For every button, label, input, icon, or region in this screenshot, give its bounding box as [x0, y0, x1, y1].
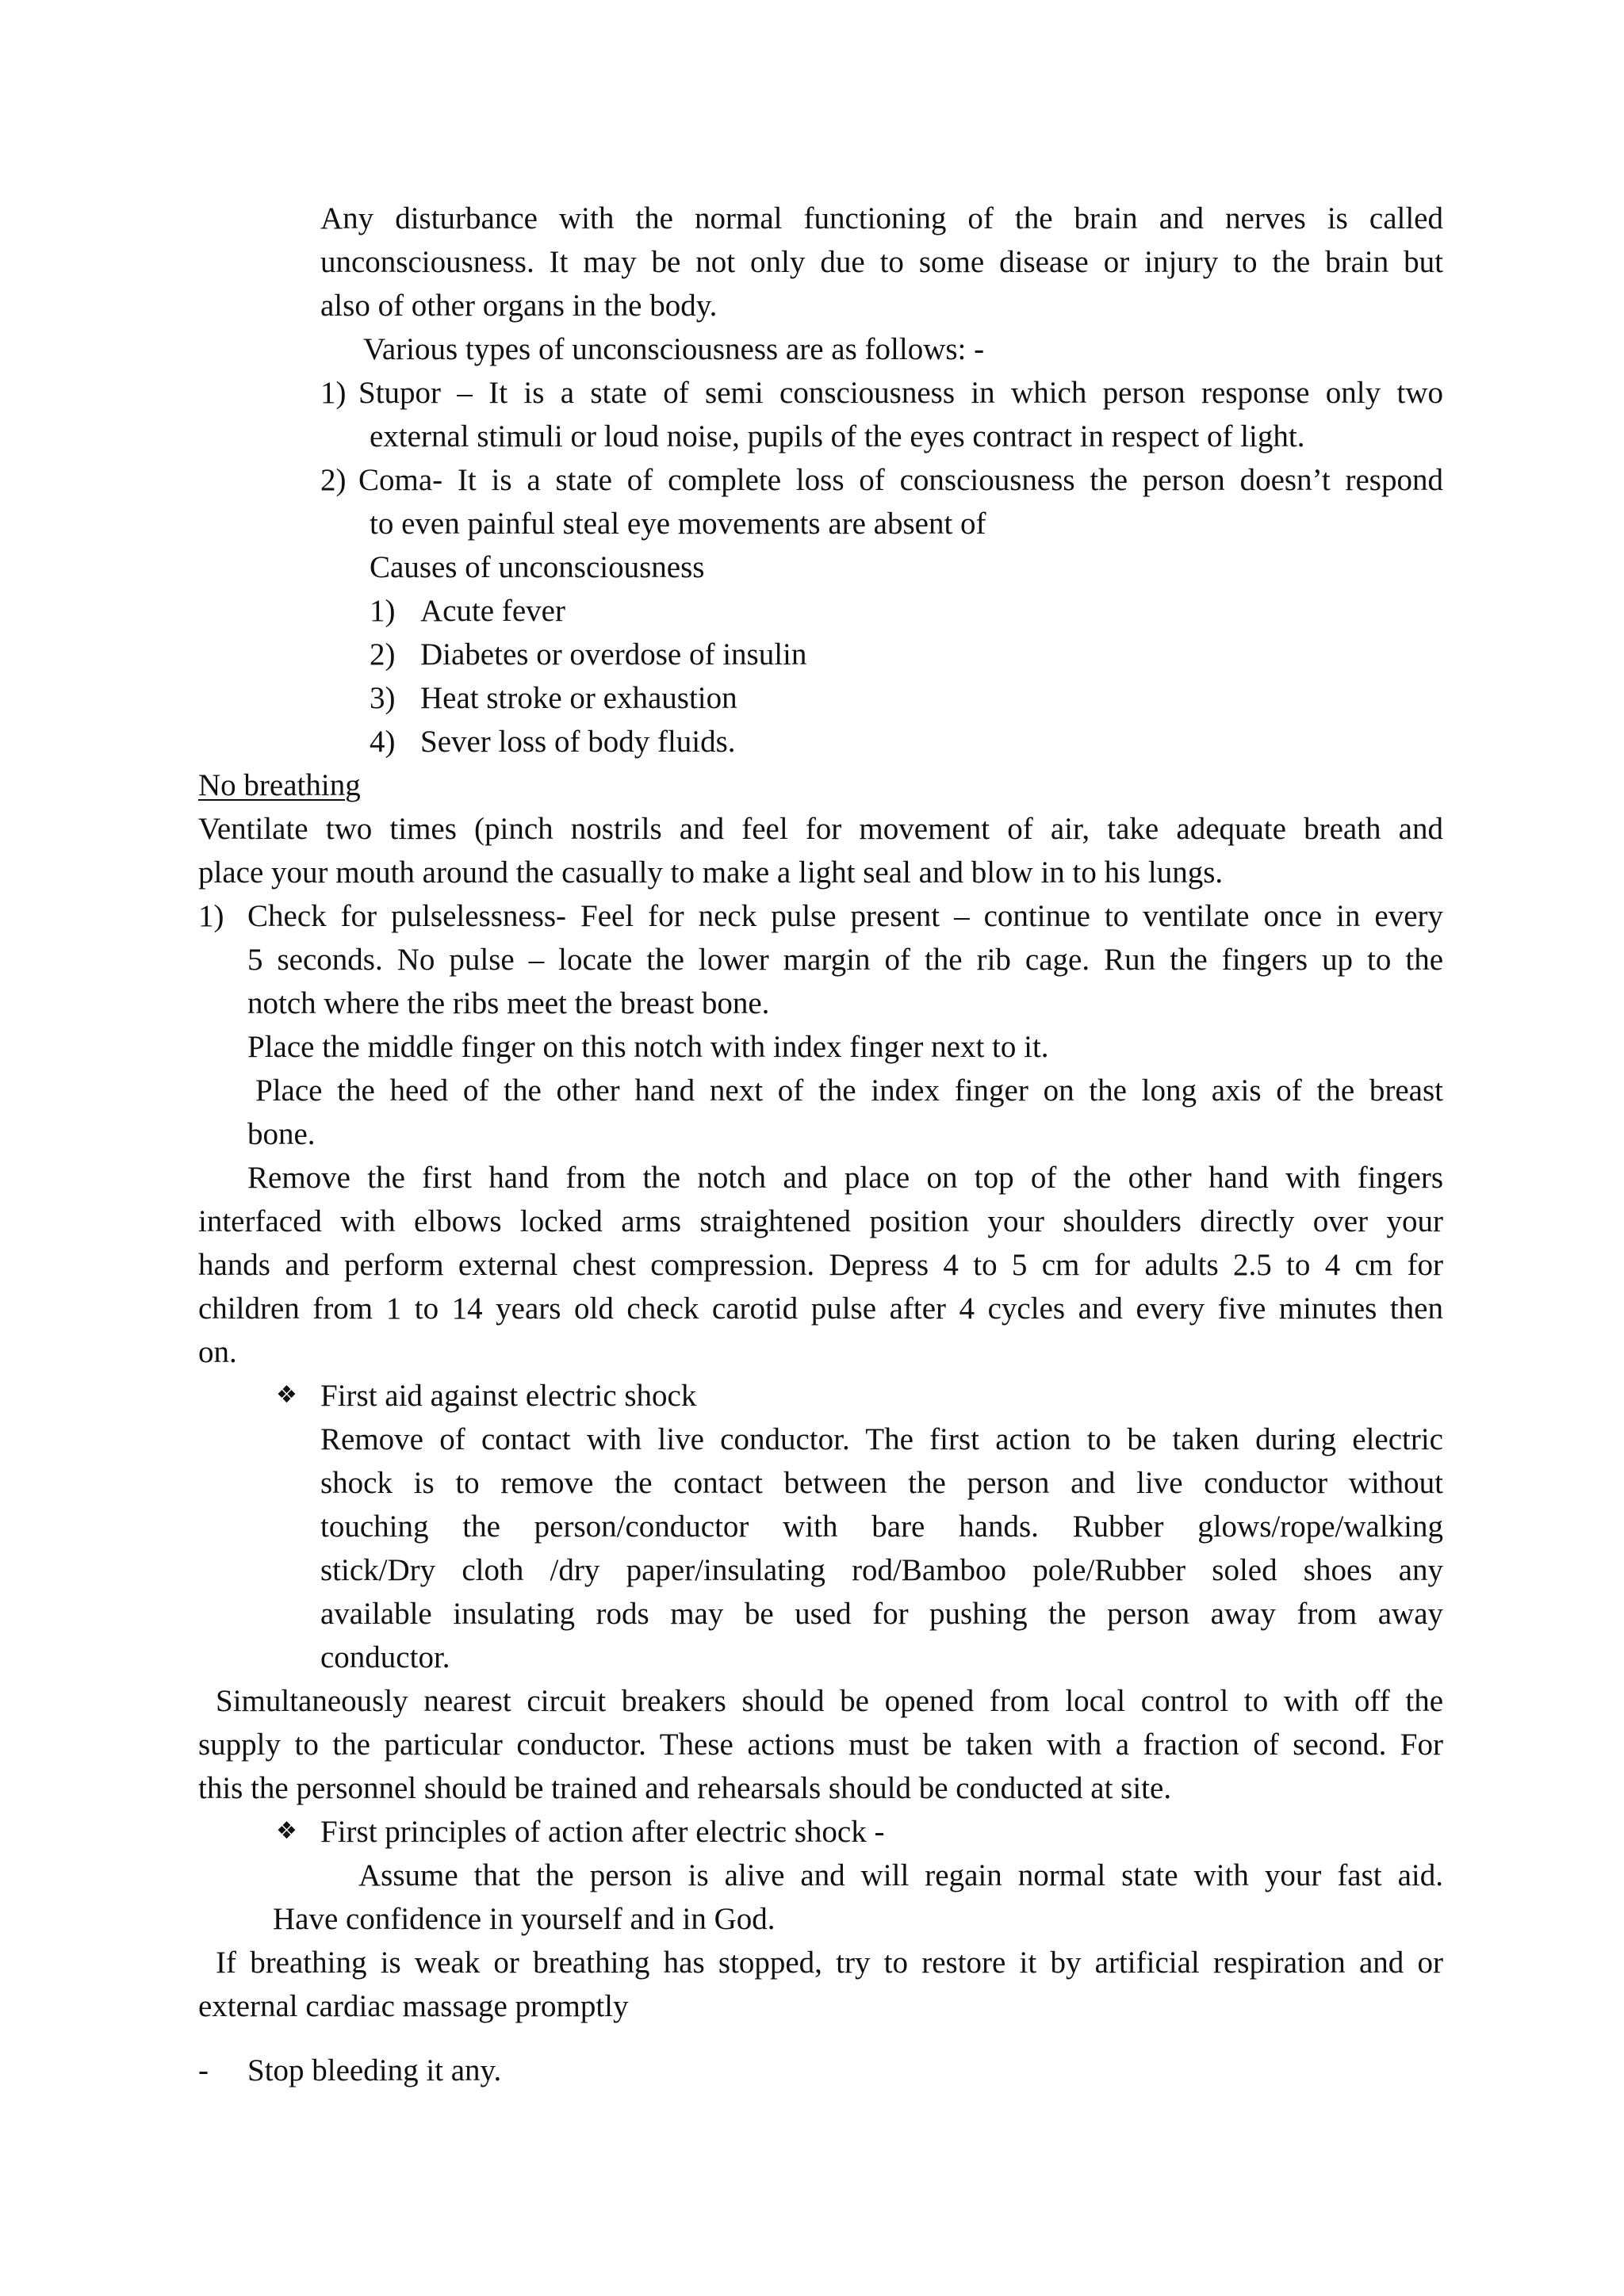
diamond-bullet-icon: ❖ [276, 1381, 297, 1409]
electric-shock-line-5: available insulating rods may be used for pushing the person away from away [320, 1597, 1443, 1631]
breaker-line-2: supply to the particular conductor. These actions must be taken with a fraction of second. For [198, 1728, 1443, 1762]
compression-line-4: children from 1 to 14 years old check carotid pulse after 4 cycles and every five minutes then [198, 1292, 1443, 1326]
cause-item-4: Sever loss of body fluids. [420, 725, 736, 759]
intro-line-3: also of other organs in the body. [320, 289, 718, 323]
electric-shock-line-6: conductor. [320, 1640, 450, 1674]
type-stupor-line-2: external stimuli or loud noise, pupils of the eyes contract in respect of light. [370, 419, 1305, 453]
pulse-step-line-5: Place the heed of the other hand next of the index finger on the long axis of the breast [255, 1073, 1443, 1108]
no-breathing-line-2: place your mouth around the casually to make a light seal and blow in to his lungs. [198, 855, 1224, 890]
cause-item-3: Heat stroke or exhaustion [420, 681, 737, 715]
cause-number-2: 2) [370, 637, 396, 672]
cause-number-3: 3) [370, 681, 396, 715]
type-coma-line-1: Coma- It is a state of complete loss of consciousness the person doesn’t respond [358, 463, 1443, 497]
pulse-step-line-2: 5 seconds. No pulse – locate the lower margin of the rib cage. Run the fingers up to the [247, 943, 1443, 977]
electric-shock-line-2: shock is to remove the contact between the person and live conductor without [320, 1466, 1443, 1500]
compression-line-5: on. [198, 1335, 237, 1369]
causes-heading: Causes of unconsciousness [370, 550, 705, 584]
breaker-line-3: this the personnel should be trained and rehearsals should be conducted at site. [198, 1771, 1172, 1805]
type-coma-line-2: to even painful steal eye movements are absent of [370, 507, 986, 541]
intro-line-1: Any disturbance with the normal functioning of the brain and nerves is called [320, 201, 1443, 235]
compression-line-2: interfaced with elbows locked arms straightened position your shoulders directly over your [198, 1204, 1443, 1238]
electric-shock-line-3: touching the person/conductor with bare hands. Rubber glows/rope/walking [320, 1510, 1443, 1544]
principles-line-2: Have confidence in yourself and in God. [273, 1902, 776, 1936]
list-dash: - [198, 2053, 209, 2087]
type-number-1: 1) [320, 376, 347, 410]
pulse-step-line-4: Place the middle finger on this notch with index finger next to it. [247, 1030, 1049, 1064]
principles-line-1: Assume that the person is alive and will regain normal state with your fast aid. [358, 1858, 1443, 1892]
electric-shock-heading: First aid against electric shock [320, 1379, 697, 1413]
stop-bleeding-item: Stop bleeding it any. [247, 2053, 502, 2087]
intro-line-2: unconsciousness. It may be not only due to some disease or injury to the brain but [320, 245, 1443, 279]
principles-heading: First principles of action after electric shock - [320, 1815, 885, 1849]
breathing-line-1: If breathing is weak or breathing has stopped, try to restore it by artificial respiration and or [216, 1946, 1443, 1980]
cause-item-2: Diabetes or overdose of insulin [420, 637, 807, 672]
cause-item-1: Acute fever [420, 594, 565, 628]
pulse-step-line-6: bone. [247, 1117, 316, 1151]
pulse-step-line-1: Check for pulselessness- Feel for neck pulse present – continue to ventilate once in every [247, 899, 1443, 933]
cause-number-1: 1) [370, 594, 396, 628]
cause-number-4: 4) [370, 725, 396, 759]
compression-line-3: hands and perform external chest compression. Depress 4 to 5 cm for adults 2.5 to 4 cm for [198, 1248, 1443, 1282]
pulse-step-number: 1) [198, 899, 224, 933]
diamond-bullet-icon: ❖ [276, 1817, 297, 1845]
type-stupor-line-1: Stupor – It is a state of semi consciousness in which person response only two [358, 376, 1443, 410]
electric-shock-line-1: Remove of contact with live conductor. The first action to be taken during electric [320, 1422, 1443, 1456]
breathing-line-2: external cardiac massage promptly [198, 1989, 629, 2023]
electric-shock-line-4: stick/Dry cloth /dry paper/insulating rod/Bamboo pole/Rubber soled shoes any [320, 1553, 1443, 1587]
compression-line-1: Remove the first hand from the notch and place on top of the other hand with fingers [247, 1161, 1443, 1195]
pulse-step-line-3: notch where the ribs meet the breast bone. [247, 986, 770, 1020]
type-number-2: 2) [320, 463, 347, 497]
no-breathing-line-1: Ventilate two times (pinch nostrils and feel for movement of air, take adequate breath and [198, 812, 1443, 846]
types-heading: Various types of unconsciousness are as follows: - [363, 332, 985, 366]
no-breathing-heading: No breathing [198, 768, 361, 802]
breaker-line-1: Simultaneously nearest circuit breakers should be opened from local control to with off the [216, 1684, 1443, 1718]
